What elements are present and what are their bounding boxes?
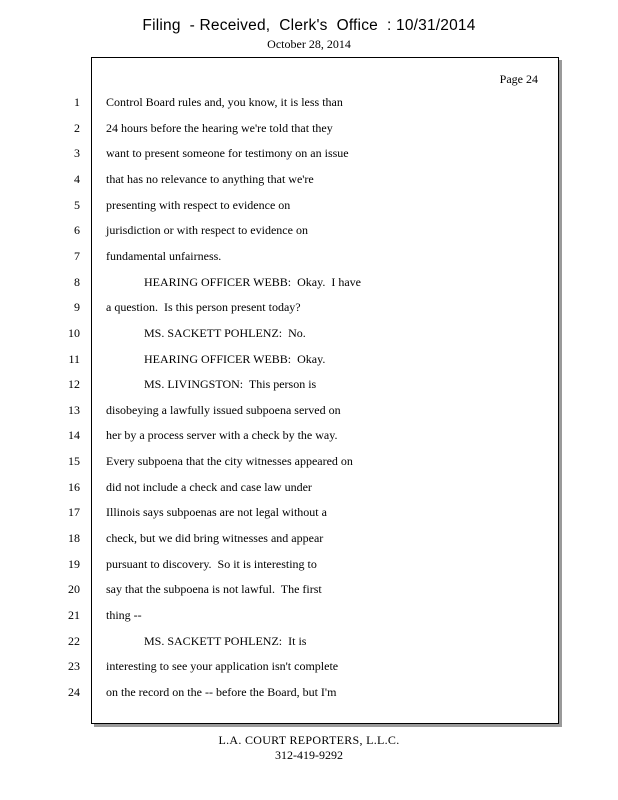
- transcript-line: interesting to see your application isn't complete: [106, 659, 339, 673]
- transcript-line: that has no relevance to anything that we're: [106, 172, 314, 186]
- line-number: 17: [68, 505, 80, 519]
- transcript-line: jurisdiction or with respect to evidence on: [106, 223, 308, 237]
- line-number: 16: [68, 480, 80, 494]
- line-number: 21: [68, 608, 80, 622]
- transcript-line: HEARING OFFICER WEBB: Okay.: [144, 352, 326, 366]
- line-number: 6: [74, 223, 80, 237]
- filing-stamp: Filing - Received, Clerk's Office : 10/31/2014: [142, 17, 476, 34]
- page-number: Page 24: [499, 72, 538, 86]
- transcript-line: disobeying a lawfully issued subpoena served on: [106, 403, 341, 417]
- transcript-line: say that the subpoena is not lawful. The first: [106, 582, 322, 596]
- transcript-line: Control Board rules and, you know, it is less than: [106, 95, 343, 109]
- transcript-line: HEARING OFFICER WEBB: Okay. I have: [144, 275, 361, 289]
- line-number: 5: [74, 198, 80, 212]
- line-number: 19: [68, 557, 80, 571]
- transcript-line: MS. SACKETT POHLENZ: No.: [144, 326, 306, 340]
- transcript-line: a question. Is this person present today?: [106, 300, 301, 314]
- line-number: 15: [68, 454, 80, 468]
- line-number: 2: [74, 121, 80, 135]
- line-number: 12: [68, 377, 80, 391]
- transcript-line: want to present someone for testimony on an issue: [106, 146, 349, 160]
- transcript-line: presenting with respect to evidence on: [106, 198, 291, 212]
- transcript-line: pursuant to discovery. So it is interesting to: [106, 557, 317, 571]
- court-reporter-phone: 312-419-9292: [275, 748, 343, 762]
- transcript-line: thing --: [106, 608, 142, 622]
- line-number: 14: [68, 428, 80, 442]
- transcript-line: on the record on the -- before the Board, but I'm: [106, 685, 337, 699]
- transcript-line: fundamental unfairness.: [106, 249, 222, 263]
- transcript-line: did not include a check and case law under: [106, 480, 312, 494]
- line-number: 4: [74, 172, 80, 186]
- transcript-line: 24 hours before the hearing we're told that they: [106, 121, 333, 135]
- transcript-line: Every subpoena that the city witnesses appeared on: [106, 454, 353, 468]
- line-number: 23: [68, 659, 80, 673]
- line-number: 9: [74, 300, 80, 314]
- line-number: 11: [68, 352, 80, 366]
- line-number: 18: [68, 531, 80, 545]
- line-number: 3: [74, 146, 80, 160]
- line-number: 22: [68, 634, 80, 648]
- transcript-line: check, but we did bring witnesses and appear: [106, 531, 324, 545]
- line-number: 1: [74, 95, 80, 109]
- line-number: 20: [68, 582, 80, 596]
- line-number: 10: [68, 326, 80, 340]
- transcript-line: Illinois says subpoenas are not legal without a: [106, 505, 327, 519]
- line-number: 7: [74, 249, 80, 263]
- court-reporter-company: L.A. COURT REPORTERS, L.L.C.: [218, 733, 400, 747]
- transcript-line: her by a process server with a check by the way.: [106, 428, 338, 442]
- line-number: 8: [74, 275, 80, 289]
- line-number: 13: [68, 403, 80, 417]
- transcript-date: October 28, 2014: [267, 37, 351, 51]
- transcript-line: MS. LIVINGSTON: This person is: [144, 377, 317, 391]
- transcript-line: MS. SACKETT POHLENZ: It is: [144, 634, 307, 648]
- line-number: 24: [68, 685, 80, 699]
